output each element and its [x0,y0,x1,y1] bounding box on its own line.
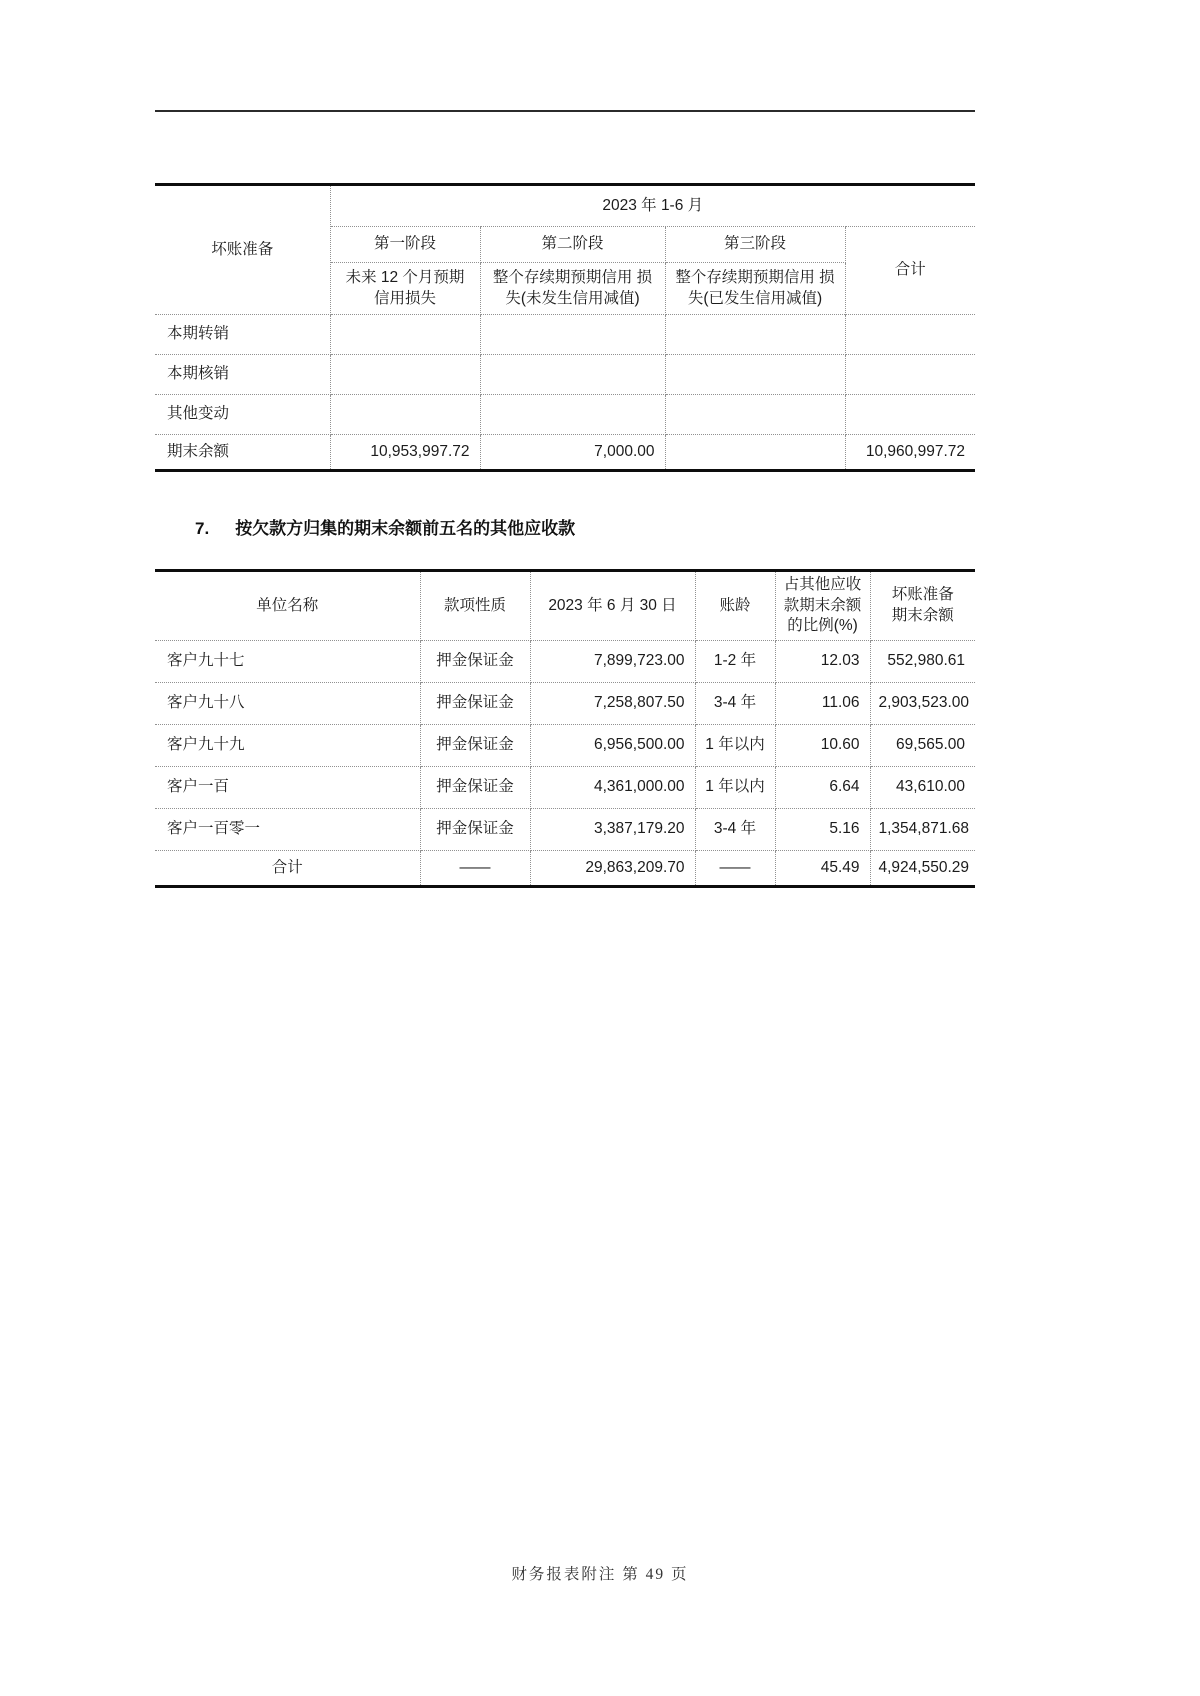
table-row [155,809,975,851]
total-value-cell [845,315,975,355]
stage2-value-cell [480,395,665,435]
amount-cell: 6,956,500.00 [530,725,695,767]
nature-cell: 押金保证金 [420,683,530,725]
nature-cell: 押金保证金 [420,641,530,683]
provision-cell: 69,565.00 [870,725,975,767]
table-row [155,395,975,435]
table-row [155,641,975,683]
stage2-header-cell: 第二阶段 [480,227,665,263]
nature-cell: 押金保证金 [420,809,530,851]
table-row [155,767,975,809]
page-header-rule [155,110,975,112]
percentage-header-cell: 占其他应收款期末余额的比例(%) [775,571,870,641]
aging-cell: 3-4 年 [695,809,775,851]
name-header-cell: 单位名称 [155,571,420,641]
customer-name-cell: 客户九十八 [155,683,420,725]
total-amount-cell: 29,863,209.70 [530,851,695,887]
total-nature-cell: —— [420,851,530,887]
stage2-value-cell [480,355,665,395]
row-label-cell: 本期核销 [155,355,330,395]
total-aging-cell: —— [695,851,775,887]
amount-cell: 4,361,000.00 [530,767,695,809]
row-label-cell: 期末余额 [155,435,330,471]
page-footer: 财务报表附注 第 49 页 [511,1566,689,1583]
total-label-cell: 合计 [155,851,420,887]
period-header-cell: 2023 年 1-6 月 [330,185,975,227]
provision-cell: 2,903,523.00 [870,683,975,725]
customer-name-cell: 客户一百 [155,767,420,809]
provision-cell: 1,354,871.68 [870,809,975,851]
stage3-value-cell [665,355,845,395]
heading-number: 7. [195,519,210,538]
provision-cell: 552,980.61 [870,641,975,683]
nature-cell: 押金保证金 [420,725,530,767]
amount-cell: 3,387,179.20 [530,809,695,851]
stage3-value-cell [665,315,845,355]
corner-header-cell: 坏账准备 [155,185,330,315]
amount-cell: 7,258,807.50 [530,683,695,725]
aging-cell: 1 年以内 [695,767,775,809]
stage2-description-cell: 整个存续期预期信用 损失(未发生信用减值) [480,263,665,315]
aging-cell: 3-4 年 [695,683,775,725]
stage1-header-cell: 第一阶段 [330,227,480,263]
total-percentage-cell: 45.49 [775,851,870,887]
aging-header-cell: 账龄 [695,571,775,641]
provision-cell: 43,610.00 [870,767,975,809]
nature-cell: 押金保证金 [420,767,530,809]
stage1-value-cell [330,355,480,395]
table-row [155,725,975,767]
stage1-value-cell [330,395,480,435]
provision-header-cell: 坏账准备期末余额 [870,571,975,641]
percentage-cell: 10.60 [775,725,870,767]
percentage-cell: 6.64 [775,767,870,809]
row-label-cell: 其他变动 [155,395,330,435]
stage1-value-cell: 10,953,997.72 [330,435,480,471]
stage3-value-cell [665,435,845,471]
heading-title: 按欠款方归集的期末余额前五名的其他应收款 [235,519,576,538]
page-content [155,110,975,888]
percentage-cell: 12.03 [775,641,870,683]
stage1-description-cell: 未来 12 个月预期 信用损失 [330,263,480,315]
top-five-receivables-table [155,569,975,888]
percentage-cell: 11.06 [775,683,870,725]
stage3-header-cell: 第三阶段 [665,227,845,263]
percentage-cell: 5.16 [775,809,870,851]
total-value-cell [845,355,975,395]
stage3-description-cell: 整个存续期预期信用 损失(已发生信用减值) [665,263,845,315]
stage2-value-cell [480,315,665,355]
total-row [155,851,975,887]
total-provision-cell: 4,924,550.29 [870,851,975,887]
amount-cell: 7,899,723.00 [530,641,695,683]
row-label-cell: 本期转销 [155,315,330,355]
customer-name-cell: 客户一百零一 [155,809,420,851]
bad-debt-provision-table [155,183,975,472]
table-row [155,683,975,725]
stage2-value-cell: 7,000.00 [480,435,665,471]
aging-cell: 1-2 年 [695,641,775,683]
date-header-cell: 2023 年 6 月 30 日 [530,571,695,641]
table-row [155,435,975,471]
table-header-row [155,571,975,641]
table-row [155,315,975,355]
total-header-cell: 合计 [845,227,975,315]
table-row [155,185,975,227]
aging-cell: 1 年以内 [695,725,775,767]
section-7-heading [155,514,975,539]
customer-name-cell: 客户九十七 [155,641,420,683]
stage3-value-cell [665,395,845,435]
total-value-cell [845,395,975,435]
stage1-value-cell [330,315,480,355]
nature-header-cell: 款项性质 [420,571,530,641]
total-value-cell: 10,960,997.72 [845,435,975,471]
table-row [155,355,975,395]
customer-name-cell: 客户九十九 [155,725,420,767]
